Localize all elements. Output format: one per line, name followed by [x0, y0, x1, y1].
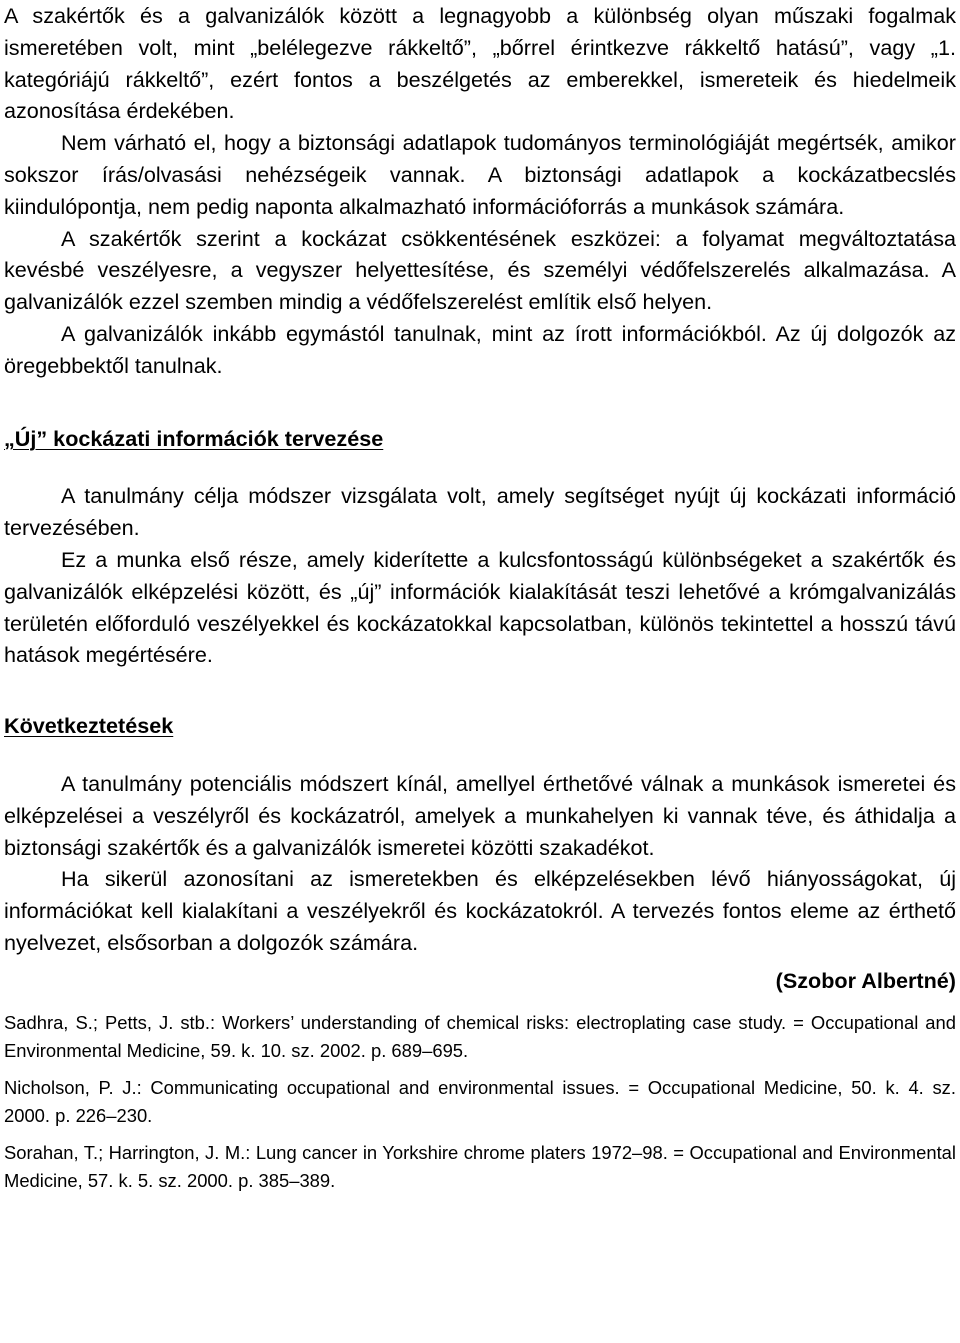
section2-paragraph-1: A tanulmány potenciális módszert kínál, amellyel érthetővé válnak a munkások ismeretei és elképzelései a veszélyről és kockázatról, amelyek a munkahelyen ki vannak téve, és áthidalja a biztonsági szakértők és a galvanizálók ismeretei közötti szakadékot.: [4, 770, 956, 860]
section1-paragraph-2: Ez a munka első része, amely kiderítette a kulcsfontosságú különbségeket a szakértők és galvanizálók elképzelési között, és „új” információk kialakítását teszi lehetővé a krómgalvanizálás területén előforduló veszélyekkel és kockázatokkal kapcsolatban, különös tekintettel a hosszú távú hatások megértésére.: [4, 546, 956, 668]
author-signature: (Szobor Albertné): [775, 967, 956, 993]
intro-paragraph-1: A szakértők és a galvanizálók között a legnagyobb a különbség olyan műszaki fogalmak ismeretében volt, mint „belélegezve rákkeltő”, „bőrrel érintkezve rákkeltő hatású”, vagy „1. kategóriájú rákkeltő”, ezért fontos a beszélgetés az emberekkel, ismereteik és hiedelmeik azonosítása érdekében.: [4, 3, 956, 124]
reference-2: Nicholson, P. J.: Communicating occupational and environmental issues. = Occupational Medicine, 50. k. 4. sz. 2000. p. 226–230.: [4, 1076, 956, 1126]
intro-paragraph-3: A szakértők szerint a kockázat csökkentésének eszközei: a folyamat megváltoztatása kevésbé veszélyesre, a vegyszer helyettesítése, és személyi védőfelszerelés alkalmazása. A galvanizálók ezzel szemben mindig a védőfelszerelést említik első helyen.: [4, 225, 956, 315]
document-page: [4, 0, 956, 1195]
section-heading-new-risk-info: „Új” kockázati információk tervezése: [4, 425, 384, 451]
intro-paragraph-4: A galvanizálók inkább egymástól tanulnak, mint az írott információkból. Az új dolgozók az öregebbektől tanulnak.: [4, 320, 956, 378]
section-heading-conclusions: Következtetések: [4, 713, 174, 739]
reference-3: Sorahan, T.; Harrington, J. M.: Lung cancer in Yorkshire chrome platers 1972–98. = Occupational and Environmental Medicine, 57. k. 5. sz. 2000. p. 385–389.: [4, 1141, 956, 1191]
reference-1: Sadhra, S.; Petts, J. stb.: Workers’ understanding of chemical risks: electroplating case study. = Occupational and Environmental Medicine, 59. k. 10. sz. 2002. p. 689–695.: [4, 1011, 956, 1061]
section2-paragraph-2: Ha sikerül azonosítani az ismeretekben és elképzelésekben lévő hiányosságokat, új információkat kell kialakítani a veszélyekről és kockázatokról. A tervezés fontos eleme az érthető nyelvezet, elsősorban a dolgozók számára.: [4, 866, 956, 955]
section1-paragraph-1: A tanulmány célja módszer vizsgálata volt, amely segítséget nyújt új kockázati információ tervezésében.: [4, 483, 956, 541]
intro-paragraph-2: Nem várható el, hogy a biztonsági adatlapok tudományos terminológiáját megértsék, amikor sokszor írás/olvasási nehézségeik vannak. A biztonsági adatlapok a kockázatbecslés kiindulópontja, nem pedig naponta alkalmazható információforrás a munkások számára.: [4, 130, 956, 219]
